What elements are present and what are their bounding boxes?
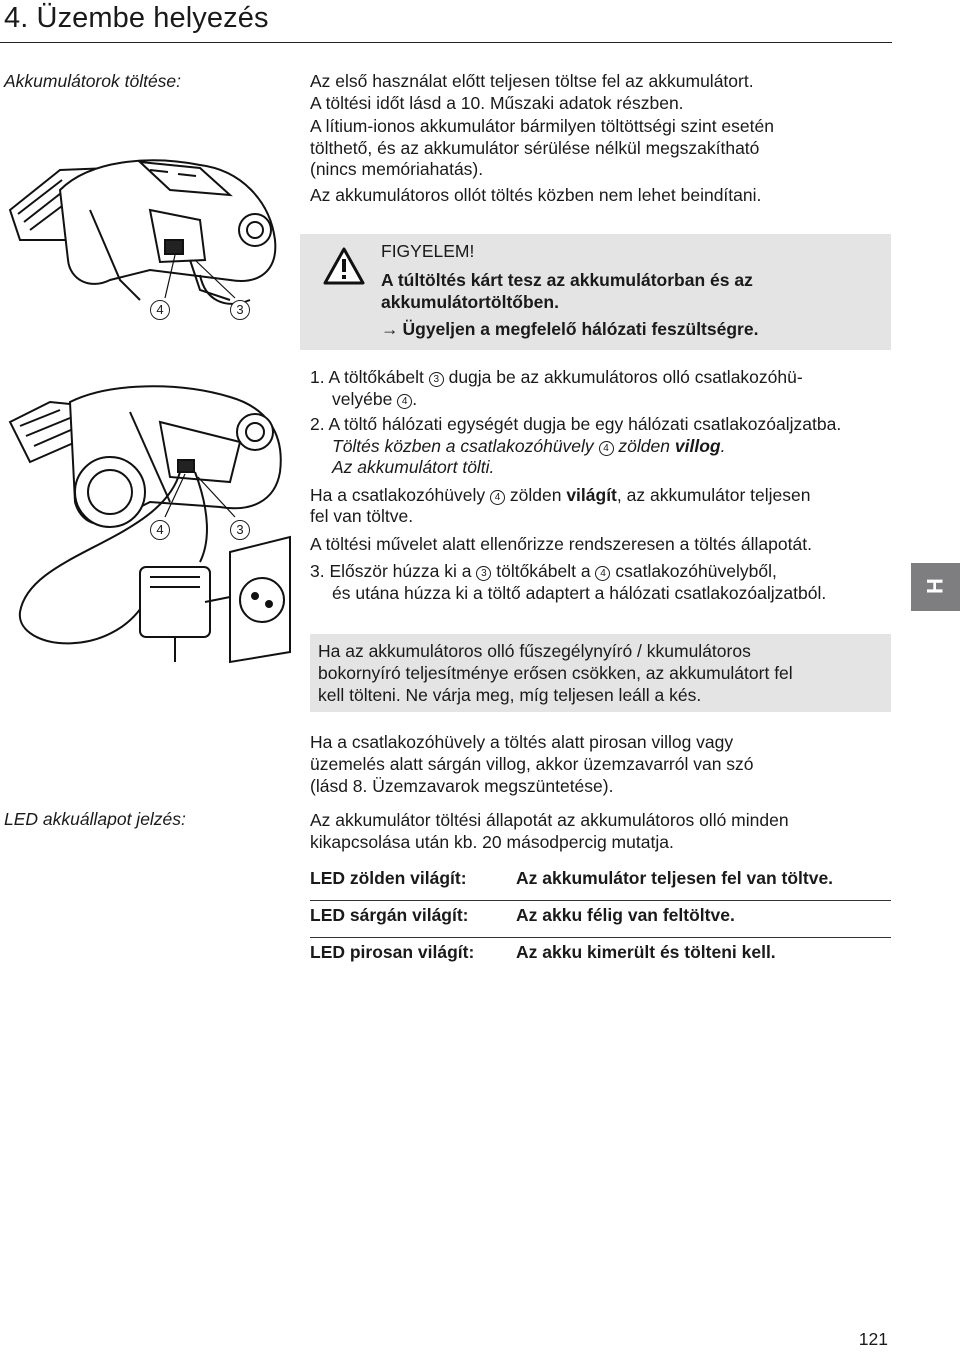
step-3-d: és utána húzza ki a töltő adaptert a hálózati csatlakozóaljzatból. <box>332 582 827 603</box>
warning-text <box>381 269 881 313</box>
step-2-italic2: Az akkumulátort tölti. <box>332 457 495 477</box>
warning-action-text: Ügyeljen a megfelelő hálózati feszültségre. <box>402 319 759 339</box>
language-tab <box>911 563 960 611</box>
step-2-italic-c: . <box>720 435 726 456</box>
step-1 <box>310 367 890 389</box>
para2-line1: A lítium-ionos akkumulátor bármilyen töltöttségi szint esetén <box>310 116 774 136</box>
figure-charger-socket <box>0 362 295 672</box>
callout-4-top: 4 <box>150 300 170 320</box>
ref-3: 3 <box>429 372 444 387</box>
led-row-value: Az akku félig van feltöltve. <box>516 905 735 925</box>
led-row-value: Az akkumulátor teljesen fel van töltve. <box>516 868 834 888</box>
step-3 <box>310 561 890 583</box>
note-line2: bokornyíró teljesítménye erősen csökken, az akkumulátort fel <box>318 663 793 683</box>
warning-action <box>381 319 758 340</box>
step-1-text-b: dugja be az akkumulátoros olló csatlakozóhü- <box>448 367 803 387</box>
step-1-text-a: 1. A töltőkábelt <box>310 367 424 387</box>
step-1-text-c: velyébe <box>332 388 393 409</box>
led-status-table <box>310 864 891 974</box>
check-note: A töltési művelet alatt ellenőrizze rendszeresen a töltés állapotát. <box>310 533 812 554</box>
led-intro <box>310 809 890 853</box>
green-note-bold: világít <box>566 484 617 505</box>
led-row <box>310 901 891 938</box>
note-text <box>318 640 886 706</box>
green-note <box>310 485 890 507</box>
warning-box <box>300 234 891 350</box>
step-1-text-d: . <box>412 388 418 409</box>
ref-4: 4 <box>490 490 505 505</box>
note-box <box>310 634 891 712</box>
arrow-right-icon: → <box>381 319 399 339</box>
ref-4: 4 <box>397 394 412 409</box>
green-note-d: fel van töltve. <box>310 506 414 526</box>
figure-shears-charging <box>0 150 295 330</box>
step-2-italic <box>310 436 890 458</box>
note-line3: kell tölteni. Ne várja meg, míg teljesen leáll a kés. <box>318 685 702 705</box>
ref-4: 4 <box>599 441 614 456</box>
para3: Az akkumulátoros ollót töltés közben nem lehet beindítani. <box>310 184 762 205</box>
para2-line3: (nincs memóriahatás). <box>310 159 484 179</box>
green-note-b: zölden <box>509 484 562 505</box>
step-3-c: csatlakozóhüvelyből, <box>615 561 777 581</box>
section-label-charging: Akkumulátorok töltése: <box>4 71 182 91</box>
warning-triangle-icon <box>322 246 366 286</box>
led-intro-line2: kikapcsolása után kb. 20 másodpercig mutatja. <box>310 832 674 852</box>
callout-4-bottom: 4 <box>150 520 170 540</box>
note-line1: Ha az akkumulátoros olló fűszegélynyíró / kkumulátoros <box>318 641 751 661</box>
step-3-a: 3. Először húzza ki a <box>310 561 472 581</box>
led-row-value: Az akku kimerült és tölteni kell. <box>516 942 776 962</box>
para1-line1: Az első használat előtt teljesen töltse fel az akkumulátort. <box>310 71 754 91</box>
warning-text-line2: akkumulátortöltőben. <box>381 292 559 312</box>
title-rule <box>0 42 892 43</box>
step-2: 2. A töltő hálózati egységét dugja be egy hálózati csatlakozóaljzatba. <box>310 414 842 434</box>
red-blink-note <box>310 731 890 797</box>
ref-3: 3 <box>476 566 491 581</box>
led-intro-line1: Az akkumulátor töltési állapotát az akkumulátoros olló minden <box>310 810 789 830</box>
para2-line2: tölthető, és az akkumulátor sérülése nélkül megszakítható <box>310 137 760 158</box>
charging-intro <box>310 71 890 206</box>
callout-3-bottom: 3 <box>230 520 250 540</box>
red-blink-line2: üzemelés alatt sárgán villog, akkor üzemzavarról van szó <box>310 754 754 774</box>
step-1-cont <box>310 389 890 411</box>
led-row <box>310 938 891 974</box>
page-title: 4. Üzembe helyezés <box>4 2 269 34</box>
page-number: 121 <box>858 1329 888 1349</box>
step-2-italic-b: zölden <box>618 435 670 456</box>
warning-text-line1: A túltöltés kárt tesz az akkumulátorban és az <box>381 270 753 290</box>
led-row <box>310 864 891 901</box>
para1-line2: A töltési időt lásd a 10. Műszaki adatok részben. <box>310 92 684 113</box>
red-blink-line3: (lásd 8. Üzemzavarok megszüntetése). <box>310 776 614 796</box>
red-blink-line1: Ha a csatlakozóhüvely a töltés alatt pirosan villog vagy <box>310 732 734 752</box>
section-label-led: LED akkuállapot jelzés: <box>4 809 186 829</box>
callout-3-top: 3 <box>230 300 250 320</box>
charging-steps <box>310 367 890 604</box>
step-2-italic-bold: villog <box>674 435 721 456</box>
step-3-b: töltőkábelt a <box>496 561 591 581</box>
step-2-italic-a: Töltés közben a csatlakozóhüvely <box>332 435 594 456</box>
green-note-a: Ha a csatlakozóhüvely <box>310 484 486 505</box>
led-row-key: LED sárgán világít: <box>310 905 469 925</box>
led-row-key: LED pirosan világít: <box>310 942 475 962</box>
green-note-c: , az akkumulátor teljesen <box>616 484 811 505</box>
led-row-key: LED zölden világít: <box>310 868 467 888</box>
language-tab-label: H <box>922 578 948 594</box>
warning-title: FIGYELEM! <box>381 241 475 261</box>
ref-4: 4 <box>595 566 610 581</box>
